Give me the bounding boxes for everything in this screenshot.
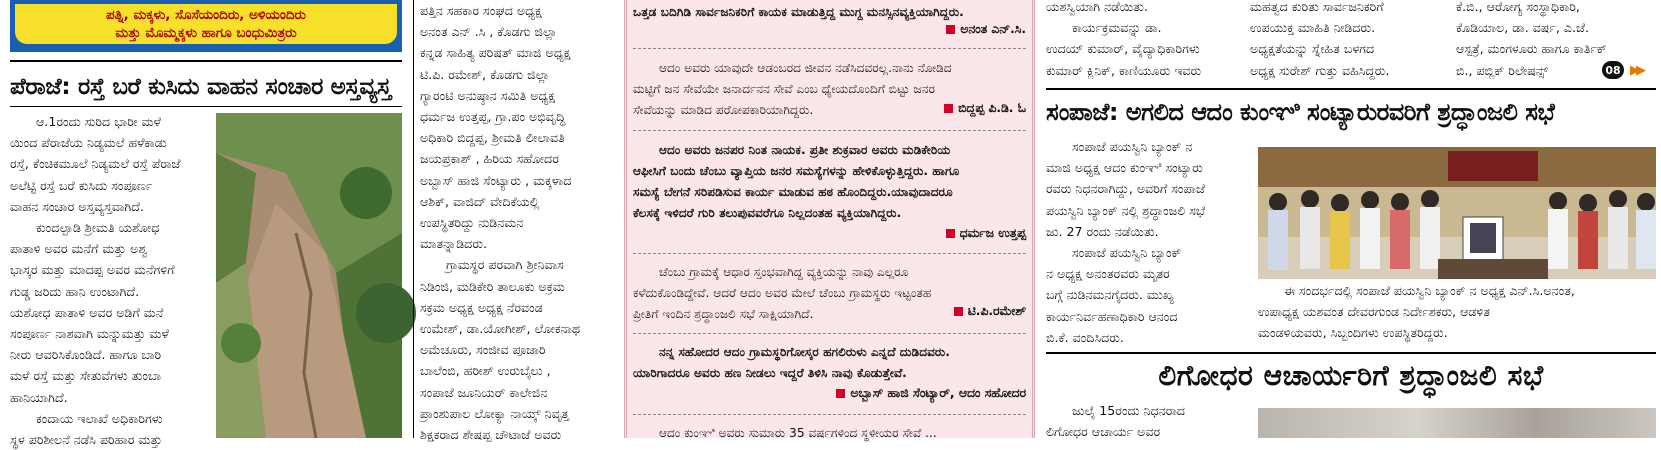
event-text-c: [1456, 0, 1656, 86]
article-line: ರಸ್ತೆ, ಕೆಂಚಿಕಮೂಲೆ ನಿಡ್ಯಮಲೆ ರಸ್ತೆ ಪೆರಾಜೆ: [10, 156, 181, 172]
quote-4: [633, 342, 1026, 384]
article-line: ಅಲೆಟ್ಟಿ ರಸ್ತೆ ಬರೆ ಕುಸಿದು ಸಂಪೂರ್ಣ: [10, 177, 153, 193]
quote-line: ಕೆಲಸಕ್ಕೆ ಇಳಿದರೆ ಗುರಿ ತಲುಪುವವರೆಗೂ ನಿಲ್ಲದಂತಹ ವ್ಯಕ್ತಿಯಾಗಿದ್ದರು.: [633, 206, 902, 220]
perage-headline: ಪೆರಾಜೆ: ರಸ್ತೆ ಬರೆ ಕುಸಿದು ವಾಹನ ಸಂಚಾರ ಅಸ್ತವ್ಯಸ್ತ: [10, 74, 391, 100]
article-line: ಲಿಗೋಧರ ಆಚಾರ್ಯ ಅವರ: [1046, 424, 1161, 440]
article-line: ಆಸ್ಪತ್ರೆ, ಮಂಗಳೂರು ಹಾಗೂ ಕಾರ್ತಿಕ್: [1456, 41, 1607, 57]
signature-text: ಧರ್ಮಜ ಉತ್ತಪ್ಪ: [959, 226, 1026, 240]
article-line: ಧರ್ಮಜ ಉತ್ತಪ್ಪ, ಗ್ರಾ.ಪಂ ಅಭಿವೃದ್ಧಿ: [420, 109, 566, 125]
quote-separator: [633, 130, 1026, 131]
photo-caption: [1258, 280, 1656, 350]
obituary-banner: [10, 0, 402, 52]
quote-signature: [954, 304, 1026, 325]
article-line: ಮಾಜಿ ಅಧ್ಯಕ್ಷ ಆದಂ ಕುಂಞಿ ಸಂಟ್ಯಾರು: [1046, 160, 1203, 176]
article-line: ಪ್ರಾಂಶುಪಾಲ ಲೋಕ್ಯಾ ನಾಯ್ಕ್ ನಿವೃತ್ತ: [420, 405, 569, 421]
ligodhara-photo: [1258, 408, 1656, 438]
divider: [10, 106, 402, 107]
quote-line: ಕಳೆದುಕೊಂಡಿದ್ದೇವೆ. ಆದರೆ ಆದಂ ಅವರ ಮೇಲೆ ಚೆಂಬು ಗ್ರಾಮಸ್ಥರು ಇಟ್ಟಂತಹ: [633, 286, 932, 300]
ligodhara-headline: ಲಿಗೋಧರ ಆಚಾರ್ಯರಿಗೆ ಶ್ರದ್ಧಾಂಜಲಿ ಸಭೆ: [1158, 359, 1544, 392]
article-line: ಸಕ್ರಮ ಅಧ್ಯಕ್ಷ ಅಧ್ಯಕ್ಷ ನೆರವಂಡ: [420, 299, 543, 315]
quote-3-last-row: [633, 304, 1026, 325]
sampaje-headline: ಸಂಪಾಜೆ: ಅಗಲಿದ ಆದಂ ಕುಂಞಿ ಸಂಟ್ಯಾರುರವರಿಗೆ ಶ್ರದ್ಧಾಂಜಲಿ ಸಭೆ: [1046, 98, 1555, 126]
quote-line: ಸೇವೆಯನ್ನು ಮಾಡಿದ ಪರೋಪಕಾರಿಯಾಗಿದ್ದರು.: [633, 103, 814, 117]
article-line: ಗ್ರಾಮಸ್ಥರ ಪರವಾಗಿ ಶ್ರೀನಿವಾಸ: [446, 257, 564, 273]
last-line-row: [1456, 60, 1656, 81]
tribute-article-text: [420, 0, 582, 443]
article-line: ಪಾತಾಳಿ ಅವರ ಮನೆಗೆ ಮತ್ತು ಅಶ್ವ: [10, 241, 148, 257]
red-square-icon: [836, 389, 845, 398]
sampaje-article-text: [1046, 136, 1248, 352]
quote-line: ಆಫೀಸಿಗೆ ಬಂದು ಚೆಂಬು ವ್ಯಾಪ್ತಿಯ ಜನರ ಸಮಸ್ಯೆಗಳನ್ನು ಹೇಳಿಕೊಳ್ಳುತ್ತಿದ್ದರು. ಹಾಗೂ: [633, 164, 960, 178]
article-line: ಗುಡ್ಡ ಜರಿದು ಹಾನಿ ಉಂಟಾಗಿದೆ.: [10, 283, 140, 299]
article-line: ಸಂಪೂರ್ಣ ನಾಶವಾಗಿ ಮನ್ನುಮತ್ತು ಮಳೆ: [10, 326, 169, 342]
quote-signature: [633, 101, 1026, 116]
article-line: ವಾಹನ ಸಂಚಾರ ಅಸ್ತವ್ಯಸ್ತವಾಗಿದೆ.: [10, 198, 144, 214]
quote-line: ಪ್ರೀತಿಗೆ ಇಂದಿನ ಶ್ರದ್ಧಾಂಜಲಿ ಸಭೆ ಸಾಕ್ಷಿಯಾಗಿದೆ.: [633, 307, 814, 321]
article-line: ಕೆ.ಬಿ., ಆರೋಗ್ಯ ಸಂಸ್ಥಾಧಿಕಾರಿ,: [1456, 0, 1580, 14]
article-line: ಜಯಪ್ರಕಾಶ್ , ಹಿರಿಯ ಸಹೋದರ: [420, 151, 559, 167]
column-divider: [413, 0, 414, 438]
article-line: ಅಧಿಕಾರಿ ಬಿದ್ದಪ್ಪ, ಶ್ರೀಮತಿ ಲೀಲಾವತಿ: [420, 130, 565, 146]
article-line: ಅಧ್ಯಕ್ಷ ಸುರೇಶ್ ಗುತ್ತು ವಹಿಸಿದ್ದರು.: [1250, 62, 1390, 78]
quote-signature: [633, 22, 1026, 37]
article-line: ಕುಮಾರ್ ಕ್ಲಿನಿಕ್, ಕಾಣಿಯೂರು ಇವರು: [1046, 62, 1202, 78]
article-line: ಆ.1ರಂದು ಸುರಿದ ಭಾರೀ ಮಳೆ: [36, 114, 161, 129]
page-number-badge: 08: [1602, 61, 1624, 79]
caption-line: ಈ ಸಂದರ್ಭದಲ್ಲಿ ಸಂಪಾಜೆ ಪಯಸ್ವಿನಿ ಬ್ಯಾಂಕ್ ನ ಅಧ್ಯಕ್ಷ ಎನ್.ಸಿ.ಅನಂತ,: [1284, 283, 1575, 298]
article-line: ಯಶೋಧ ಪಾತಾಳಿ ಅವರ ಅಡಿಗೆ ಮನೆ: [10, 304, 164, 320]
perage-article-text: [10, 111, 208, 448]
article-line: ಅನಂತ ಎನ್ .ಸಿ , ಕೊಡಗು ಜಿಲ್ಲಾ: [420, 24, 558, 40]
red-square-icon: [946, 25, 955, 34]
quote-separator: [633, 253, 1026, 254]
article-line: ಜು. 27 ರಂದು ನಡೆಯಿತು.: [1046, 223, 1159, 239]
caption-line: ಉಪಾಧ್ಯಕ್ಷ ಯಶವಂತ ದೇವರಗುಂಡ ನಿರ್ದೇಶಕರು, ಆಡಳಿತ: [1258, 304, 1490, 320]
quote-separator: [633, 333, 1026, 334]
quote-2: [633, 140, 1026, 224]
signature-text: ಅನಂತ ಎನ್.ಸಿ.: [960, 22, 1026, 36]
quote-top-line: ಒತ್ತಡ ಬದಿಗಿಡಿ ಸಾರ್ವಜನಿಕರಿಗೆ ಕಾಯಕ ಮಾಡುತ್ತಿದ್ದ ಮುಗ್ದ ಮನಸ್ಸಿನವ್ಯಕ್ತಿಯಾಗಿದ್ದರು.: [633, 5, 964, 19]
article-line: ನೀರು ಆವರಿಸಿಕೊಂಡಿದೆ. ಹಾಗೂ ಬಾರಿ: [10, 347, 162, 363]
article-line: ಬಿ.ಕೆ. ವಂದಿಸಿದರು.: [1046, 329, 1124, 345]
quote-signature: [633, 386, 1026, 401]
quote-line: ಆದಂ ಅವರು ಯಾವುದೇ ಆಡಂಬರದ ಜೀವನ ನಡೆಸಿದವರಲ್ಲ.ನಾನು ನೋಡಿದ: [659, 61, 952, 75]
quote-separator: [633, 48, 1026, 49]
article-line: ಕನ್ನಡ ಸಾಹಿತ್ಯ ಪರಿಷತ್ ಮಾಜಿ ಅಧ್ಯಕ್ಷ: [420, 45, 571, 61]
article-line: ಬಾಲೆಂಬಿ, ಹರೀಶ್ ಉರುಬೈಲು ,: [420, 363, 551, 379]
quote-3: [633, 262, 1026, 304]
divider: [1046, 352, 1656, 354]
article-line: ಬಿ., ಪಬ್ಲಿಕ್ ರಿಲೇಷನ್ಸ್: [1456, 62, 1549, 78]
landslide-photo-art: [216, 113, 402, 438]
article-line: ಬಗ್ಗೆ ನುಡಿನಮನಗೈದರು. ಮುಖ್ಯ: [1046, 287, 1174, 303]
article-line: ಉಮೇಶ್, ಡಾ.ಯೋಗೀಶ್, ಲೋಕನಾಥ: [420, 321, 581, 337]
article-line: ಅಮೆಚೂರು, ಸಂಜೀವ ಪೂಜಾರಿ: [420, 342, 546, 358]
ligodhara-article-text: [1046, 400, 1248, 438]
article-line: ಟಿ.ಪಿ. ರಮೇಶ್, ಕೊಡಗು ಜಿಲ್ಲಾ: [420, 66, 550, 82]
article-line: ಮಾತನ್ನಾಡಿದರು.: [420, 236, 487, 252]
article-line: ಉದಯ್ ಕುಮಾರ್, ವೈದ್ಯಾಧಿಕಾರಿಗಳು: [1046, 41, 1200, 57]
signature-text: ಟಿ.ಪಿ.ರಮೇಶ್: [967, 304, 1026, 318]
article-line: ಪತ್ತಿನ ಸಹಕಾರ ಸಂಘದ ಅಧ್ಯಕ್ಷ: [420, 3, 542, 18]
divider: [1046, 88, 1656, 90]
article-line: ಕುಂದಲ್ಪಾಡಿ ಶ್ರೀಮತಿ ಯಶೋಧ: [36, 220, 160, 236]
banner-inner: [15, 4, 397, 44]
article-line: ಸಂಪಾಜೆ ಪಯಸ್ವಿನಿ ಬ್ಯಾಂಕ್ ನ: [1072, 139, 1193, 154]
article-line: ಕೊಡಿಯಾಲ, ಡಾ. ವರ್ಷ, ಎ.ಜೆ.: [1456, 20, 1589, 36]
article-line: ಕಂದಾಯ ಇಲಾಖೆ ಅಧಿಕಾರಿಗಳು: [36, 410, 163, 426]
banner-line-1: ಪತ್ನಿ, ಮಕ್ಕಳು, ಸೊಸೆಯಂದಿರು, ಅಳಿಯಂದಿರು: [106, 7, 306, 23]
article-line: ನ ಅಧ್ಯಕ್ಷ ಅನಂತರವರು ಮೃತರ: [1046, 266, 1170, 282]
quote-line: ಮಟ್ಟಿಗೆ ಜನ ಸೇವೆಯೇ ಜನಾರ್ದನನ ಸೇವೆ ಎಂಬ ಧ್ಯೇಯದೊಂದಿಗೆ ಬಿಟ್ಟು ಜನರ: [633, 82, 935, 96]
quote-line: ಸಮಸ್ಯೆ ಬೇಗನೆ ಸರಿಪಡಿಸುವ ಕಾರ್ಯ ಮಾಡುವ ಹಠ ಹೊಂದಿದ್ದರು.ಯಾವುದಾದರೂ: [633, 185, 953, 199]
signature-text: ಬಿದ್ದಪ್ಪ ಪಿ.ಡಿ. ಓ: [958, 101, 1026, 115]
article-line: ಭಾಸ್ಕರ ಮತ್ತು ಮಾದಪ್ಪ ಅವರ ಮನೆಗಳಿಗೆ: [10, 262, 175, 278]
caption-line: ಮಂಡಳಿಯವರು, ಸಿಬ್ಬಂದಿಗಳು ಉಪಸ್ಥಿತರಿದ್ದರು.: [1258, 325, 1448, 341]
quote-line: ಆದಂ ಅವರು ಜನಪರ ನಿಂತ ನಾಯಕ. ಪ್ರತೀ ಶುಕ್ರವಾರ ಅವರು ಮಡಿಕೇರಿಯ: [659, 143, 951, 157]
quote-line: ಯಾರಿಗಾದರೂ ಅವರು ಹಣ ನೀಡಲು ಇದ್ದರೆ ತಿಳಿಸಿ ನಾವು ಕೊಡುತ್ತೇವೆ.: [633, 366, 907, 380]
article-line: ಶಿಕ್ಷಕರಾದ ಶೇಷಪ್ಪ ಚೌಟಾಜೆ ಅವರು: [420, 427, 562, 443]
article-line: ಹಾನಿಯಾಗಿದೆ.: [10, 389, 68, 405]
quote-separator: [633, 414, 1026, 415]
red-square-icon: [946, 229, 955, 238]
article-line: ಸಂಪಾಜೆ ಜೂನಿಯರ್ ಕಾಲೇಜಿನ: [420, 384, 548, 400]
article-line: ಜುಲೈ 15ರಂದು ನಿಧನರಾದ: [1072, 403, 1186, 418]
red-square-icon: [954, 307, 963, 316]
article-line: ಅಬ್ಬಾಸ್ ಹಾಜಿ ಸೆಂಟ್ಯಾರು , ಮಕ್ಕಳಾದ: [420, 172, 572, 188]
article-line: ಯಶಸ್ವಿಯಾಗಿ ನಡೆಯಿತು.: [1046, 0, 1148, 14]
quote-signature: [633, 226, 1026, 241]
article-line: ಯಿಂದ ಪೆರಾಜೆಯ ನಿಡ್ಯಮಲೆ ಹಳೆಕಾಡು: [10, 135, 167, 151]
quote-5-line: ಆದಂ ಕುಂಞಿ ಅವರು ಸುಮಾರು 35 ವರ್ಷಗಳಿಂದ ಸ್ಥಳೀಯರ ಸೇವೆ ...: [659, 426, 937, 440]
article-line: ಮಹತ್ವದ ಕುರಿತು ಸಾರ್ವಜನಿಕರಿಗೆ: [1250, 0, 1384, 14]
article-line: ಆಶಿಕ್, ವಾಜಿದ್ ವೇದಿಕೆಯಲ್ಲಿ: [420, 193, 540, 209]
article-line: ಕಾರ್ಯನಿರ್ವಹಣಾಧಿಕಾರಿ ಆನಂದ: [1046, 308, 1178, 324]
article-line: ಸ್ಥಳ ಪರಿಶೀಲನೆ ನಡೆಸಿ ಪರಿಹಾರ ಮತ್ತು: [10, 432, 163, 448]
red-square-icon: [944, 104, 953, 113]
article-line: ಅಧ್ಯಕ್ಷತೆಯನ್ನು ಸ್ನೇಹಿತ ಬಳಗದ: [1250, 41, 1375, 57]
signature-text: ಅಬ್ಬಾಸ್ ಹಾಜಿ ಸೆಂಟ್ಯಾರ್, ಆದಂ ಸಹೋದರ: [850, 386, 1026, 400]
article-line: ಸಂಪಾಜೆ ಪಯಸ್ವಿನಿ ಬ್ಯಾಂಕ್: [1072, 245, 1182, 261]
tribute-meeting-photo: [1258, 147, 1656, 279]
landslide-photo: [216, 113, 402, 438]
article-line: ಕಾರ್ಯಕ್ರಮವನ್ನು ಡಾ.: [1072, 20, 1162, 36]
article-line: ಗ್ಯಾರಂಟಿ ಅನುಷ್ಠಾನ ಸಮಿತಿ ಅಧ್ಯಕ್ಷ: [420, 87, 556, 103]
quote-line: ನನ್ನ ಸಹೋದರ ಆದಂ ಗ್ರಾಮಸ್ಥರಿಗೋಸ್ಕರ ಹಗಲಿರುಳು ಎನ್ನದೆ ದುಡಿದವರು.: [659, 345, 950, 359]
divider: [10, 60, 402, 62]
banner-line-2: ಮತ್ತು ಮೊಮ್ಮಕ್ಕಳು ಹಾಗೂ ಬಂಧುಮಿತ್ರರು: [115, 25, 297, 41]
article-line: ಪಯಸ್ವಿನಿ ಬ್ಯಾಂಕ್ ನಲ್ಲಿ ಶ್ರದ್ಧಾಂಜಲಿ ಸಭೆ: [1046, 202, 1206, 218]
continue-arrow-icon: ▶▶: [1630, 62, 1642, 78]
article-line: ಉಪಸ್ಥಿತರಿದ್ದು ನುಡಿನಮನ: [420, 215, 524, 231]
tribute-meeting-photo-art: [1258, 147, 1656, 279]
article-line: ನಿಡಿಂಜಿ, ಮಡಿಕೇರಿ ತಾಲೂಕು ಅಕ್ರಮ: [420, 278, 565, 294]
article-line: ರವರು ನಿಧನರಾಗಿದ್ದು, ಅವರಿಗೆ ಸಂಪಾಜೆ: [1046, 181, 1205, 197]
article-line: ಉಪಯುಕ್ತ ಮಾಹಿತಿ ನೀಡಿದರು.: [1250, 20, 1376, 36]
quote-line: ಚೆಂಬು ಗ್ರಾಮಕ್ಕೆ ಆಧಾರ ಸ್ತಂಭವಾಗಿದ್ದ ವ್ಯಕ್ತಿಯನ್ನು ನಾವು ಎಲ್ಲರೂ: [659, 265, 909, 279]
article-line: ಮಳೆ ರಸ್ತೆ ಮತ್ತು ಸೇತುವೆಗಳು ತುಂಬಾ: [10, 368, 162, 384]
